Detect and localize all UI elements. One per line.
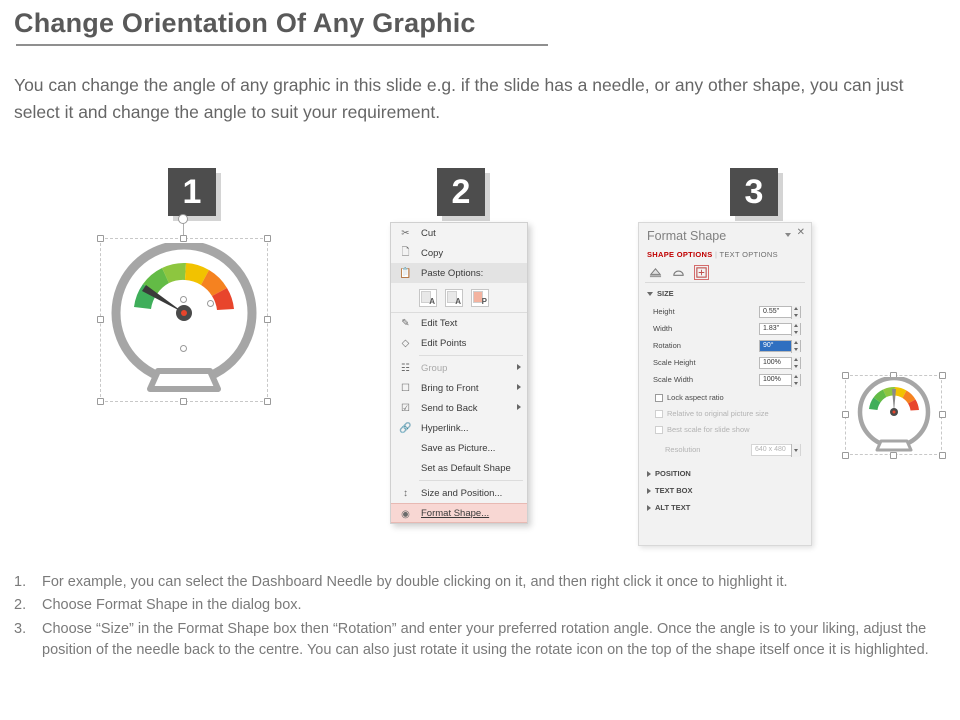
gauge-graphic-step3[interactable] [848, 377, 940, 454]
menu-item-label: Edit Text [421, 317, 458, 329]
field-height[interactable] [653, 305, 801, 318]
step-badge-2: 2 [437, 168, 485, 216]
menu-item-size-and-position[interactable] [391, 483, 527, 503]
size-position-icon: ↕ [403, 488, 408, 499]
menu-item-label: Size and Position... [421, 487, 503, 499]
chevron-right-icon [517, 364, 521, 370]
field-resolution [653, 443, 801, 456]
menu-separator [419, 355, 523, 356]
bring-front-icon: ☐ [401, 383, 410, 394]
menu-separator [419, 480, 523, 481]
menu-item-label: Copy [421, 247, 444, 259]
resize-handle-e[interactable] [939, 411, 946, 418]
field-label: Scale Width [653, 375, 694, 384]
field-label: Scale Height [653, 358, 696, 367]
menu-item-label: Set as Default Shape [421, 462, 511, 474]
spinner-icon[interactable] [791, 323, 800, 336]
checkbox-icon [655, 426, 663, 434]
spinner-icon[interactable] [791, 340, 800, 353]
field-scale-width[interactable] [653, 373, 801, 386]
step-badge-3: 3 [730, 168, 778, 216]
scissors-icon: ✂ [401, 228, 410, 239]
section-alt-text[interactable]: ALT TEXT [647, 503, 690, 512]
resize-handle-sw[interactable] [97, 398, 104, 405]
instructions-list [14, 572, 946, 664]
copy-icon: 🗋 [401, 247, 410, 258]
paste-options-row[interactable] [391, 283, 527, 313]
checkbox-label: Best scale for slide show [667, 425, 750, 434]
resize-handle-s[interactable] [180, 398, 187, 405]
menu-item-format-shape[interactable] [391, 503, 527, 523]
size-properties-icon[interactable] [695, 266, 708, 279]
menu-item-edit-points[interactable] [391, 333, 527, 353]
field-label: Height [653, 307, 675, 316]
field-width[interactable] [653, 322, 801, 335]
paste-merge-formatting-icon[interactable]: A [445, 289, 463, 307]
title-underline [16, 44, 548, 46]
checkbox-lock-aspect-ratio[interactable] [655, 393, 724, 402]
format-shape-icon: ◉ [401, 509, 410, 520]
spinner-icon[interactable] [791, 374, 800, 387]
chevron-right-icon [647, 505, 651, 511]
hyperlink-icon: 🔗 [399, 423, 412, 434]
menu-item-label: Bring to Front [421, 382, 479, 394]
section-text-box[interactable]: TEXT BOX [647, 486, 693, 495]
rotation-input[interactable]: 90° [759, 340, 801, 352]
format-shape-pane[interactable] [638, 222, 812, 546]
scale-height-input[interactable]: 100% [759, 357, 801, 369]
needle-handle-bottom[interactable] [180, 345, 187, 352]
edit-points-icon: ◇ [401, 338, 410, 349]
width-input[interactable]: 1.83" [759, 323, 801, 335]
chevron-right-icon [517, 404, 521, 410]
menu-item-label: Cut [421, 227, 436, 239]
chevron-down-icon[interactable] [785, 233, 791, 237]
pane-icon-bar[interactable] [645, 263, 805, 283]
checkbox-best-scale-slideshow [655, 425, 750, 434]
menu-item-label: Format Shape... [421, 507, 490, 519]
menu-item-set-default-shape[interactable] [391, 458, 527, 478]
edit-text-icon: ✎ [401, 318, 410, 329]
paste-icon: 📋 [399, 268, 412, 279]
list-item-text: For example, you can select the Dashboard Needle by double clicking on it, and then right click it once to highlight it. [42, 574, 788, 590]
tab-shape-options[interactable]: SHAPE OPTIONS [647, 250, 713, 259]
menu-item-copy[interactable] [391, 243, 527, 263]
list-item [14, 595, 946, 616]
page-title: Change Orientation Of Any Graphic [14, 8, 476, 38]
field-label: Width [653, 324, 673, 333]
resize-handle-ne[interactable] [264, 235, 271, 242]
context-menu[interactable] [390, 222, 528, 524]
resize-handle-nw[interactable] [97, 235, 104, 242]
paste-keep-formatting-icon[interactable]: A [419, 289, 437, 307]
pane-tabs[interactable]: SHAPE OPTIONS | TEXT OPTIONS [647, 250, 778, 259]
spinner-icon[interactable] [791, 357, 800, 370]
resize-handle-e[interactable] [264, 316, 271, 323]
gauge-graphic-step1[interactable] [106, 243, 262, 397]
menu-item-send-to-back[interactable] [391, 398, 527, 418]
checkbox-label: Lock aspect ratio [667, 393, 724, 402]
needle-handle-right[interactable] [207, 300, 214, 307]
menu-item-hyperlink[interactable] [391, 418, 527, 438]
list-item-text: Choose Format Shape in the dialog box. [42, 597, 302, 614]
menu-item-bring-to-front[interactable] [391, 378, 527, 398]
send-back-icon: ☑ [401, 403, 410, 414]
list-item [14, 619, 946, 662]
checkbox-relative-original-size [655, 409, 769, 418]
resize-handle-se[interactable] [939, 452, 946, 459]
pane-title: Format Shape [647, 229, 727, 243]
checkbox-icon[interactable] [655, 394, 663, 402]
step-badge-1: 1 [168, 168, 216, 216]
chevron-down-icon [647, 292, 653, 296]
field-label: Rotation [653, 341, 681, 350]
intro-paragraph: You can change the angle of any graphic in this slide e.g. if the slide has a needle, or any other shape, you can just select it and change the angle to suit your requirement. [14, 75, 904, 123]
paste-picture-icon[interactable]: P [471, 289, 489, 307]
chevron-down-icon [791, 444, 800, 457]
resize-handle-w[interactable] [97, 316, 104, 323]
menu-item-paste-options[interactable] [391, 263, 527, 283]
list-item-number: 3. [14, 620, 27, 637]
menu-item-edit-text[interactable] [391, 313, 527, 333]
menu-item-group [391, 358, 527, 378]
menu-item-cut[interactable] [391, 223, 527, 243]
section-position[interactable]: POSITION [647, 469, 691, 478]
menu-item-label: Hyperlink... [421, 422, 469, 434]
menu-item-label: Edit Points [421, 337, 467, 349]
list-item-number: 2. [14, 597, 27, 614]
menu-item-label: Send to Back [421, 402, 478, 414]
resize-handle-se[interactable] [264, 398, 271, 405]
menu-item-label: Paste Options: [421, 267, 484, 279]
list-item-text: Choose “Size” in the Format Shape box then “Rotation” and enter your preferred rotation angle. Once the angle is to your liking, adjust the position of the needle back to the centre. You can also just rotate it using the rotate icon on the top of the shape itself once it is highlighted. [42, 620, 929, 659]
checkbox-icon [655, 410, 663, 418]
group-icon: ☷ [401, 363, 410, 374]
resolution-select: 640 x 480 [751, 444, 801, 456]
resize-handle-n[interactable] [180, 235, 187, 242]
menu-item-save-as-picture[interactable] [391, 438, 527, 458]
scale-width-input[interactable]: 100% [759, 374, 801, 386]
chevron-right-icon [647, 471, 651, 477]
menu-item-label: Save as Picture... [421, 442, 496, 454]
chevron-right-icon [647, 488, 651, 494]
field-label: Resolution [665, 445, 701, 454]
close-icon[interactable]: ✕ [796, 227, 805, 238]
menu-item-label: Group [421, 362, 448, 374]
chevron-right-icon [517, 384, 521, 390]
field-scale-height[interactable] [653, 356, 801, 369]
spinner-icon[interactable] [791, 306, 800, 319]
section-size[interactable]: SIZE [647, 289, 674, 298]
field-rotation[interactable] [653, 339, 801, 352]
needle-handle-top[interactable] [180, 296, 187, 303]
rotation-handle-icon[interactable] [178, 214, 188, 224]
fill-icon[interactable] [649, 266, 662, 279]
list-item [14, 572, 946, 593]
tab-text-options[interactable]: TEXT OPTIONS [719, 250, 778, 259]
effects-icon[interactable] [672, 266, 685, 279]
resize-handle-ne[interactable] [939, 372, 946, 379]
height-input[interactable]: 0.55" [759, 306, 801, 318]
list-item-number: 1. [14, 574, 27, 590]
checkbox-label: Relative to original picture size [667, 409, 769, 418]
